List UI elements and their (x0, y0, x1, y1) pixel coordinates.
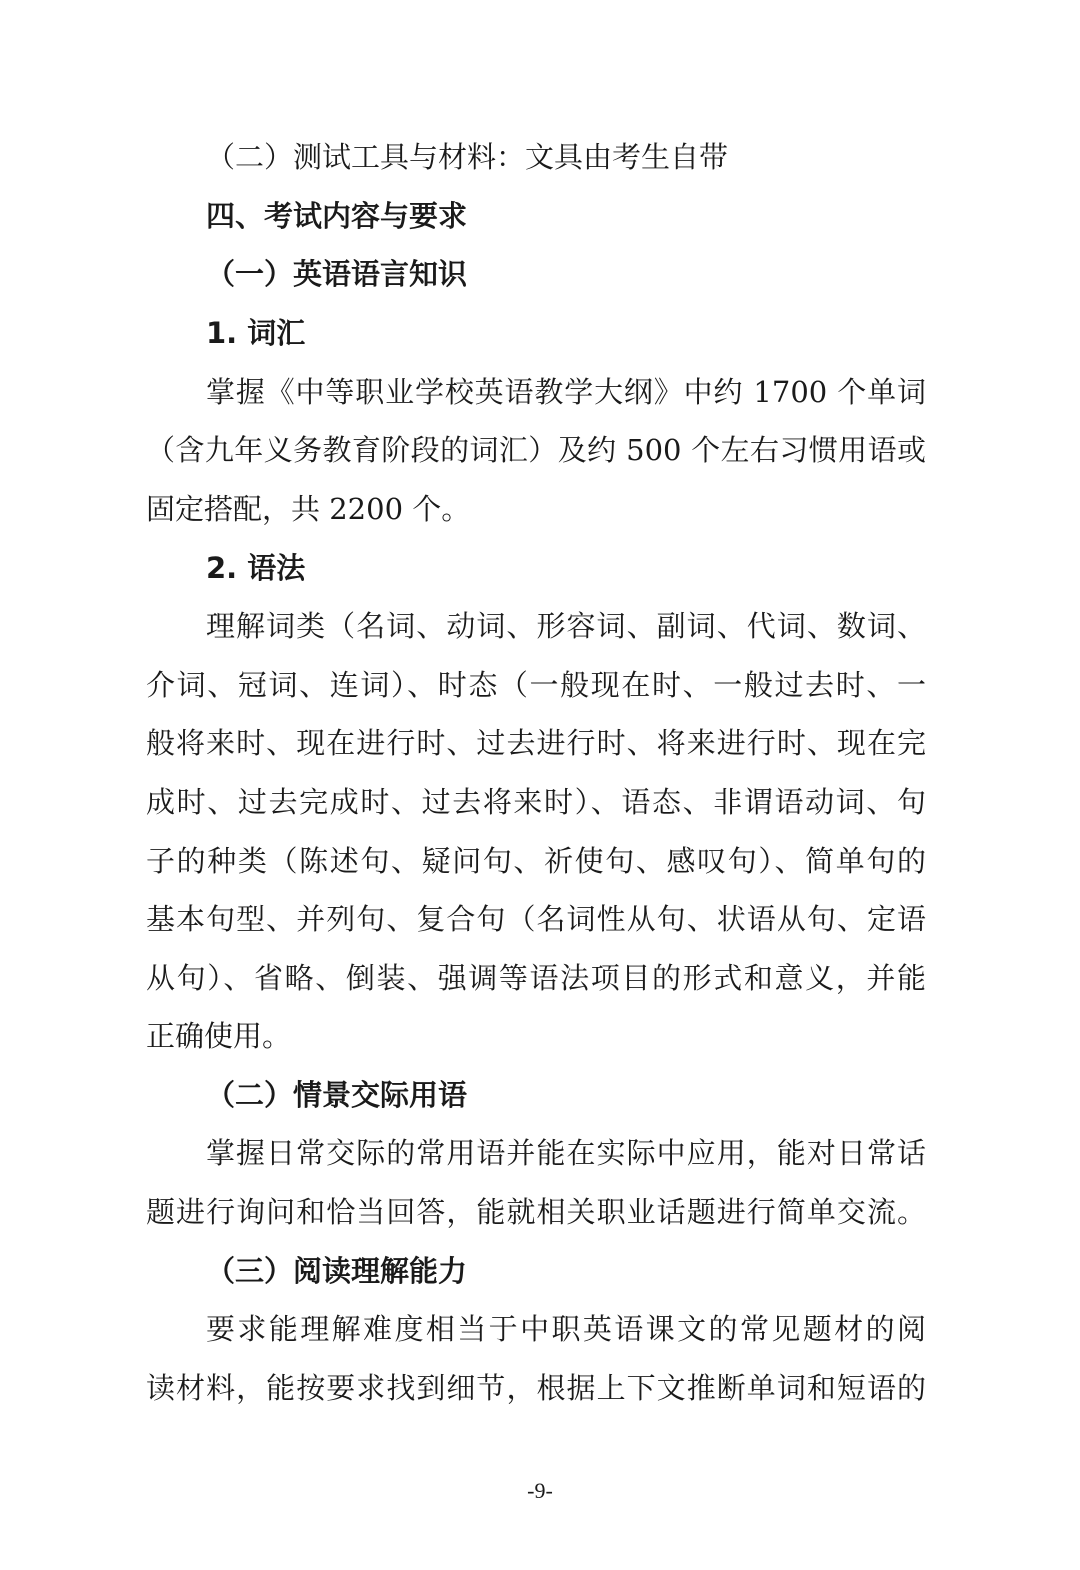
page-number: -9- (527, 1478, 553, 1503)
paragraph-grammar-line-6: 基本句型、并列句、复合句（名词性从句、状语从句、定语 (146, 902, 926, 936)
paragraph-vocabulary-line-1: 掌握《中等职业学校英语教学大纲》中约 1700 个单词 (206, 375, 926, 409)
paragraph-reading-line-1: 要求能理解难度相当于中职英语课文的常见题材的阅 (206, 1312, 926, 1346)
section-test-tools: （二）测试工具与材料：文具由考生自带 (206, 140, 729, 174)
paragraph-grammar-line-5: 子的种类（陈述句、疑问句、祈使句、感叹句）、简单句的 (146, 844, 926, 878)
paragraph-vocabulary-line-3: 固定搭配，共 2200 个。 (146, 492, 471, 526)
heading-reading-comprehension: （三）阅读理解能力 (206, 1254, 468, 1288)
paragraph-communication-line-2: 题进行询问和恰当回答，能就相关职业话题进行简单交流。 (146, 1195, 926, 1229)
paragraph-grammar-line-1: 理解词类（名词、动词、形容词、副词、代词、数词、 (206, 609, 926, 643)
paragraph-vocabulary-line-2: （含九年义务教育阶段的词汇）及约 500 个左右习惯用语或 (146, 433, 926, 467)
heading-english-knowledge: （一）英语语言知识 (206, 257, 468, 291)
paragraph-grammar-line-2: 介词、冠词、连词）、时态（一般现在时、一般过去时、一 (146, 668, 926, 702)
paragraph-grammar-line-4: 成时、过去完成时、过去将来时）、语态、非谓语动词、句 (146, 785, 926, 819)
heading-situational-communication: （二）情景交际用语 (206, 1078, 468, 1112)
heading-exam-content: 四、考试内容与要求 (206, 199, 468, 233)
paragraph-grammar-line-3: 般将来时、现在进行时、过去进行时、将来进行时、现在完 (146, 726, 926, 760)
heading-grammar: 2. 语法 (206, 551, 306, 585)
paragraph-grammar-line-8: 正确使用。 (146, 1019, 292, 1053)
paragraph-reading-line-2: 读材料，能按要求找到细节，根据上下文推断单词和短语的 (146, 1371, 926, 1405)
heading-vocabulary: 1. 词汇 (206, 316, 306, 350)
paragraph-grammar-line-7: 从句）、省略、倒装、强调等语法项目的形式和意义，并能 (146, 961, 926, 995)
paragraph-communication-line-1: 掌握日常交际的常用语并能在实际中应用，能对日常话 (206, 1136, 926, 1170)
